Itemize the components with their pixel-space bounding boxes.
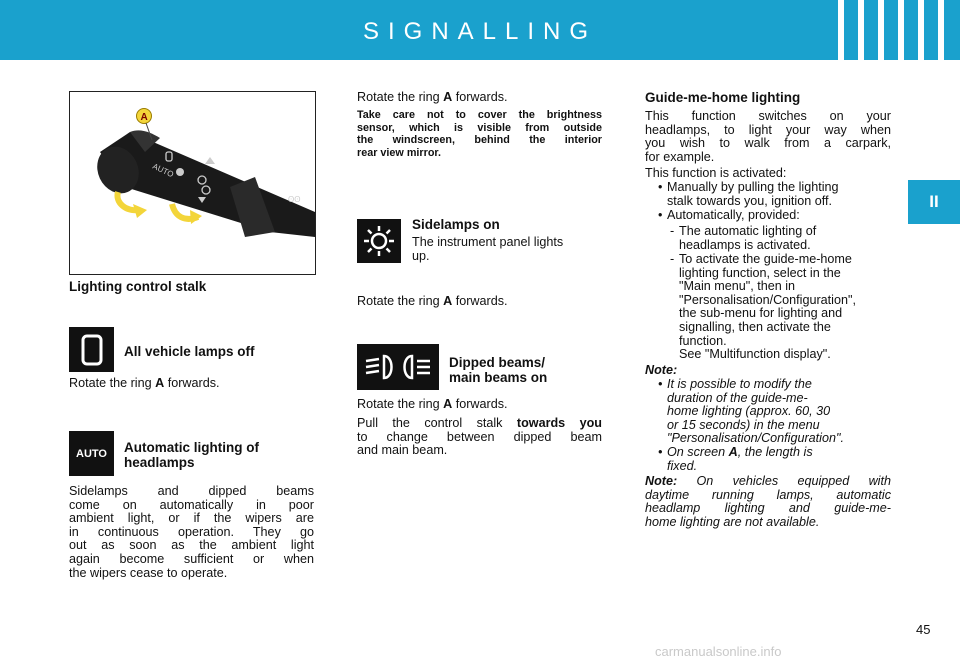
sensor-warning: Take care not to cover the brightness sensor, which is visible from outside the windscreen, behind the interior rear view mirror.: [357, 109, 602, 159]
header-stripe: [918, 0, 924, 60]
dipped-main-beam-icon: [357, 344, 439, 390]
pull-text: Pull the control stalk towards you to change between dipped beam and main beam.: [357, 416, 602, 458]
guide-title: Guide-me-home lighting: [645, 90, 801, 105]
dash-1-text: The automatic lighting of headlamps is activated.: [679, 224, 817, 252]
header-stripe: [898, 0, 904, 60]
rotate-text-2: Rotate the ring A forwards.: [357, 294, 508, 308]
lamp-off-icon: [69, 327, 114, 372]
bullet-auto-text: Automatically, provided:: [667, 208, 800, 222]
auto-text: Sidelamps and dipped beams come on automatically in poor ambient light, or if the wipers are in continuous operation. They go out as soon as the ambient light again become sufficient or when the wipers cease to operate.: [69, 484, 314, 580]
auto-icon: AUTO: [69, 431, 114, 476]
all-off-title: All vehicle lamps off: [124, 344, 255, 359]
note-bullet-1: •: [658, 377, 663, 391]
section-tab: II: [908, 180, 960, 224]
note-2: Note: On vehicles equipped with daytime running lamps, automatic headlamp lighting and guide-me- home lighting are not available.: [645, 474, 891, 529]
figure-caption: Lighting control stalk: [69, 279, 207, 294]
page-header: [0, 0, 960, 60]
note-bullet-2-text: On screen A, the length is fixed.: [667, 445, 813, 473]
auto-title: Automatic lighting of headlamps: [124, 440, 259, 470]
header-stripe: [938, 0, 944, 60]
header-stripe: [858, 0, 864, 60]
rotate-text-1: Rotate the ring A forwards.: [357, 90, 508, 104]
bullet-manual: •: [658, 180, 663, 194]
all-off-text: Rotate the ring A forwards.: [69, 376, 220, 390]
note-bullet-2: •: [658, 445, 663, 459]
page-number: 45: [916, 622, 931, 637]
lighting-stalk-illustration: [70, 92, 315, 274]
bullet-auto: •: [658, 208, 663, 222]
note-label: Note:: [645, 363, 678, 377]
guide-intro: This function switches on your headlamps, to light your way when you wish to walk from a carpark, for example.: [645, 109, 891, 164]
dipped-title: Dipped beams/ main beams on: [449, 355, 548, 385]
note-bullet-1-text: It is possible to modify the duration of the guide-me- home lighting (approx. 60, 30 or 15 seconds) in the menu "Personalisation/Configuration".: [667, 377, 844, 446]
dash-1: -: [670, 224, 675, 238]
watermark: carmanualsonline.info: [655, 644, 782, 659]
sidelamp-icon: [357, 219, 401, 263]
bullet-manual-text: Manually by pulling the lighting stalk towards you, ignition off.: [667, 180, 839, 208]
rotate-text-3: Rotate the ring A forwards.: [357, 397, 508, 411]
activated-text: This function is activated:: [645, 166, 787, 180]
callout-a: A: [140, 112, 148, 123]
stalk-figure: [69, 91, 316, 275]
dash-2: -: [670, 252, 675, 266]
header-stripe: [878, 0, 884, 60]
dash-2-text: To activate the guide-me-home lighting function, select in the "Main menu", then in "Personalisation/Configuration", the sub-menu for lighting and signalling, then activate the function.: [679, 252, 856, 348]
sidelamps-text: The instrument panel lights up.: [412, 235, 564, 263]
header-stripe: [838, 0, 844, 60]
sidelamps-title: Sidelamps on: [412, 217, 500, 232]
svg-text:ʘʘ: ʘʘ: [288, 195, 301, 204]
page-title: SIGNALLING: [362, 18, 598, 45]
see-multifunction: See "Multifunction display".: [679, 347, 831, 361]
svg-text:AUTO: AUTO: [151, 161, 175, 180]
